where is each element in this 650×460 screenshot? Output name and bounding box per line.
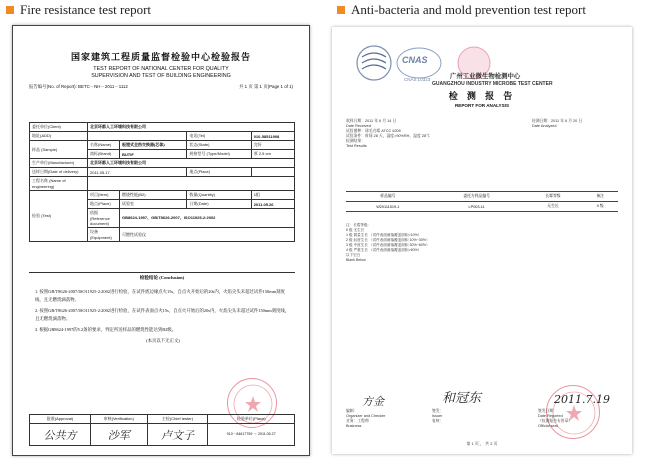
grade-line: 2 级 轻度生长 （试件表面菌落覆盖面积 10%~30%） — [346, 238, 430, 242]
item-label: 项目(Item) — [88, 191, 120, 200]
place-signature-text: 010－84617759 ～ 2011.05.27 — [226, 432, 276, 436]
place-value — [251, 168, 294, 177]
table-header: 样品编号 — [346, 192, 430, 202]
analyzed-block — [532, 119, 582, 129]
antibacteria-report — [332, 27, 632, 454]
engineering-label: 工程名称 (Name of engineering) — [30, 177, 88, 191]
results-label: 检测结果： — [346, 139, 365, 143]
table-cell: LP003-11 — [430, 202, 524, 212]
received-label-en: Date Received — [346, 124, 371, 128]
chief-tester-signature-text: 卢文子 — [160, 428, 194, 442]
delivery-label: 送样日期(Date of delivery) — [30, 168, 88, 177]
analyzed-label-en: Date Analyzed — [532, 124, 557, 128]
date-reported-label-en: Date Reported — [538, 414, 563, 418]
chief-tester-label: 主检(Chief tester) — [147, 415, 208, 424]
state-value: 完好 — [251, 141, 294, 150]
method-line: 试验菌种：球毛壳霉 ATCC 6205 — [346, 129, 401, 133]
business-label: 业务：工程师 — [346, 419, 369, 423]
report-title-en — [13, 66, 309, 80]
test-label: 检验 (Test) — [30, 191, 88, 242]
organizer-label-block — [346, 409, 385, 429]
test-place-value: 试验室 — [120, 200, 187, 209]
client-value: 北京环都人工环境科技有限公司 — [88, 123, 295, 132]
table-header: 备注 — [582, 192, 618, 202]
grade-line: 4 级 严重生长 （试件表面菌落覆盖面积>60%） — [346, 248, 422, 252]
cnas-logo-text: CNAS — [402, 55, 428, 65]
tel-value: 010-58511908 — [251, 132, 294, 141]
reviewer-label: 复核： — [432, 419, 444, 423]
cnas-number: CNAS L0323 — [404, 77, 431, 82]
received-block — [346, 119, 430, 149]
report-meta — [13, 84, 309, 90]
name-value: 板翅式全热交换器(芯体) — [120, 141, 187, 150]
page-number: 第 1 页 ， 共 2 页 — [466, 441, 498, 446]
approval-signature — [30, 424, 91, 446]
received-date: 收样日期：2011 年 6 月 14 日 — [346, 119, 397, 123]
report-number: 报告编号(No. of Report): BETC－NH－2011－1112 — [29, 84, 128, 89]
conclusion-text — [35, 288, 291, 345]
grade-notes — [346, 223, 430, 263]
table-cell: 0 级 — [582, 202, 618, 212]
conditions-line: 试验条件：时间 28 天，湿度>90%RH，温度 28℃ — [346, 134, 430, 138]
report-form-table — [29, 122, 295, 242]
grade-line: Blank Below — [346, 258, 366, 262]
type-label: 规格型号 (Type/Model) — [187, 150, 251, 159]
place-signature — [208, 424, 295, 446]
grade-line: 以下空白 — [346, 253, 361, 257]
conclusion-end: (本页以下无正文) — [146, 338, 180, 343]
business-label-en: Business — [346, 424, 362, 428]
date-signature: 2011.7.19 — [554, 393, 610, 406]
conclusion-item: 1. 按照GB/T8626-2007/ISO11925-2:2002进行检验，在试件底边缘点火15s，自点火开始后的20s内，火焰尖头未超过试件150mm刻度线，且无燃烧滴落物。 — [35, 289, 285, 302]
equipment-value: 可燃性试验仪 — [120, 228, 295, 242]
organizer-signature: 方金 — [362, 395, 384, 408]
signature-table — [29, 414, 295, 446]
conclusion-title: 检验结论 (Conclusion) — [29, 272, 295, 281]
report-title-en-line2: SUPERVISION AND TEST OF BUILDING ENGINEERING — [91, 73, 231, 79]
grade-line: 1 级 微量生长 （试件表面菌落覆盖面积<10%） — [346, 233, 422, 237]
quantity-value: 1组 — [251, 191, 294, 200]
verification-signature-text: 沙军 — [107, 428, 130, 442]
report-title-cn: 国家建筑工程质量监督检验中心检验报告 — [70, 53, 251, 63]
results-label-en: Test Results — [346, 144, 367, 148]
issuer-signature: 和冠东 — [442, 391, 482, 406]
engineering-value — [88, 177, 295, 191]
table-header: 委托方样品编号 — [430, 192, 524, 202]
date-reported-label: 签发日期： — [538, 409, 557, 413]
issuer-label-en: Issuer — [432, 414, 443, 418]
seal-label-en: Official seal — [538, 424, 558, 428]
brand-value: BUTIF — [120, 150, 187, 159]
test-place-label: 检验单位(Place) — [208, 415, 295, 424]
analyzed-date: 检测日期：2011 年 6 月 20 日 — [532, 119, 583, 123]
organizer-label-en: Organizer and Checker — [346, 414, 386, 418]
verification-signature — [90, 424, 147, 446]
client-label: 委托单位(Client) — [30, 123, 88, 132]
grade-line: 3 级 中度生长 （试件表面菌落覆盖面积 30%~60%） — [346, 243, 430, 247]
state-label: 状态(State) — [187, 141, 251, 150]
manufacturer-label: 生产单位(Manufacturer) — [30, 159, 88, 168]
issuer-label-block — [432, 409, 443, 424]
manufacturer-value: 北京环都人工环境科技有限公司 — [88, 159, 295, 168]
place-label: 地点(Place) — [187, 168, 251, 177]
verification-label: 审核(Verification) — [90, 415, 147, 424]
reference-value: GB8624-1997、GB/T8626-2007、ISO11925-2:2002 — [120, 209, 295, 228]
table-cell: W20111519-1 — [346, 202, 430, 212]
fire-resistance-report — [12, 25, 310, 456]
issuer-label: 签发： — [432, 409, 444, 413]
tel-label: 电话(Tel) — [187, 132, 251, 141]
sample-label: 样品 (Sample) — [30, 141, 88, 159]
grade-line: 0 级 无生长 — [346, 228, 365, 232]
date-label-block — [538, 409, 572, 429]
orange-bullet-icon — [337, 6, 345, 14]
delivery-value: 2011.05.17. — [88, 168, 187, 177]
center-name-cn: 广州工业微生物检测中心 — [450, 72, 521, 80]
item-value: 燃烧性能(B2) — [120, 191, 187, 200]
organizer-label: 编制： — [346, 409, 358, 413]
table-header: 长霉等级 — [524, 192, 583, 202]
brand-label: 商标(Brand) — [88, 150, 120, 159]
report-title-cn: 检 测 报 告 — [448, 92, 516, 102]
grade-line: 注：长霉等级： — [346, 223, 372, 227]
quantity-label: 数量(Quantity) — [187, 191, 251, 200]
conclusion-item: 3. 根据GB8624-1997的5.2条的要求，判定所送样品的燃烧性能达到B2级。 — [35, 327, 177, 332]
section-title-antibacteria — [337, 2, 586, 18]
chief-tester-signature — [147, 424, 208, 446]
section-title-fire — [6, 2, 151, 18]
test-place-label: 地点(Place) — [88, 200, 120, 209]
address-label: 地址(ADD) — [30, 132, 88, 141]
conclusion-item: 2. 按照GB/T8626-2007/ISO11925-2:2002进行检验，在试件表面点火15s，自点火开始后的20s内，火焰尖头未超过试件150mm刻度线，且无燃烧滴落物。 — [35, 308, 290, 321]
section-title-text: Fire resistance test report — [20, 2, 152, 17]
reference-label: 依据(Reference document) — [88, 209, 120, 228]
approval-signature-text: 公共方 — [43, 428, 77, 442]
type-value: 厚 2.5 cm — [251, 150, 294, 159]
approval-label: 批准(Approval) — [30, 415, 91, 424]
name-label: 名称(Name) — [88, 141, 120, 150]
date-value: 2011.05.26 — [251, 200, 294, 209]
report-title-en-line1: TEST REPORT OF NATIONAL CENTER FOR QUALITY — [93, 66, 229, 72]
orange-bullet-icon — [6, 6, 14, 14]
date-label: 日期(Date) — [187, 200, 251, 209]
equipment-label: 设备 (Equipment) — [88, 228, 120, 242]
report-title-en: REPORT FOR ANALYSIS — [454, 103, 510, 108]
center-name-en: GUANGZHOU INDUSTRY MICROBE TEST CENTER — [432, 81, 553, 87]
results-table — [346, 191, 618, 212]
section-title-text: Anti-bacteria and mold prevention test report — [351, 2, 587, 17]
seal-label: （检测报告专用章） — [538, 419, 573, 423]
page-info: 共 1 页 第 1 页(Page 1 of 1) — [239, 84, 293, 89]
table-cell: 无生长 — [524, 202, 583, 212]
address-value — [88, 132, 187, 141]
